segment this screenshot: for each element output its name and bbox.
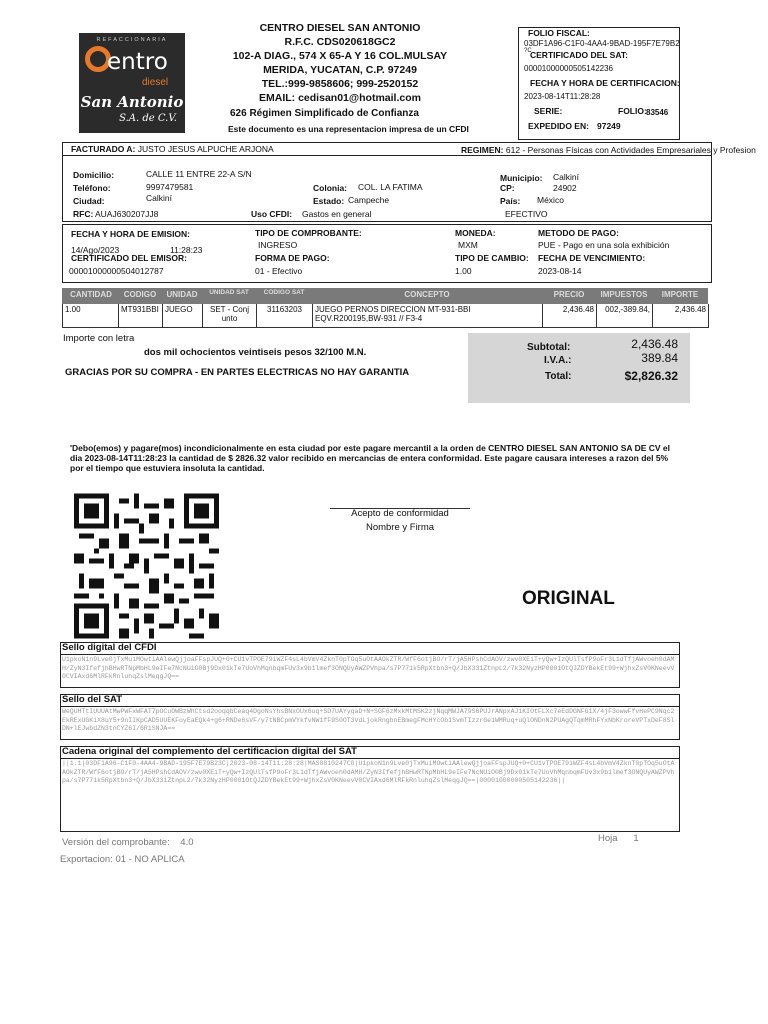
col-importe: IMPORTE — [652, 290, 708, 299]
sello-cfdi-value: U1pkoN1n9Lve0jTxMuiMOwtiAAlewQjjoaFFspJUQ+0+CU1vTPOE79iWZF4sL4bVmV4ZknT0pTOq5uOtAAOkZTR/WfF6otjBO/rT/jA5HPshCdAOV/zwv0XEiT+yQw+IzQUlTsfP9oFr3L1dTfjAWvoeh0dAMH/ZyN3IfefjhBHwRTNpMbHL9eIFe7NcNUiO0Bj9Dx01kTe7UoVhMqnbqmFUv3x9b1lmef3ONQUyAWZPVhpa/s7P771k5RpXtbn3+Q/JbX331ZtnpL2/7k32NyzHP0001OtQJZDYBekEt99+WjhxZsV0KNeevV0CVIAxd6MlRFkRnluhqZslMeqgJQ== — [62, 656, 675, 680]
col-cantidad: CANTIDAD — [64, 290, 118, 299]
issuer-regime: 626 Régimen Simplificado de Confianza — [230, 108, 419, 119]
col-unidad-sat: UNIDAD SAT — [202, 289, 256, 296]
issuer-address2: MERIDA, YUCATAN, C.P. 97249 — [263, 64, 417, 76]
fecha-emision-value: 14/Ago/2023 — [71, 245, 120, 255]
row-precio: 2,436.48 — [543, 304, 597, 328]
nombre-firma: Nombre y Firma — [365, 522, 435, 533]
sello-sat-value: WeQUHTtIUUUAtMwPWFxWFAT7pOCuOWBzWhCtsd2ooqqbCeaq4DgoNsYhsBNxOUx6uq+SD7UAYyqaD+N+SGF6zMxkMtMSK2zjNqqMWJA79S6PUJrANpxAJ1KIOtFLXc7eEdDGNFG1X/4jF3owwFfvHePC9Nqc2EkRExUGKiX8uY5+9nIIKpCAD5UUEKFoyEaEQk4+g6+RNDe6sVF/y7tNBCpmVYkfvNW1fF9S0OT3VdLjokRngbnEBmegFMcHYcOb1SvmTIzzrGe1WMRuq+uQlONDnN2PUAgQTqmMRhFYxNbKroreVPTxDeF8SlDN+lEJwbdZN3tnCYZ6I/6RiSNJA== — [62, 708, 675, 732]
cert-sat-label: CERTIFICADO DEL SAT: — [530, 50, 628, 60]
issuer-email: EMAIL: cedisan01@hotmail.com — [259, 92, 421, 104]
colonia-value: COL. LA FATIMA — [358, 182, 423, 192]
uso-cfdi-value: Gastos en general — [302, 209, 372, 219]
qr-code — [74, 493, 219, 639]
telefono-value: 9997479581 — [146, 182, 194, 192]
col-precio: PRECIO — [542, 290, 596, 299]
total-label: Total: — [545, 371, 572, 382]
regimen: REGIMEN: 612 - Personas Físicas con Actividades Empresariales y Profesion — [461, 145, 756, 155]
exportacion: Exportacion: 01 - NO APLICA — [60, 854, 185, 865]
cert-emisor-value: 00001000000504012787 — [69, 266, 164, 276]
ciudad-label: Ciudad: — [73, 196, 105, 206]
issuer-tel: TEL.:999-9858606; 999-2520152 — [261, 78, 419, 90]
issuer-block — [210, 21, 470, 105]
cert-sat-value: 00001000000505142236 — [524, 64, 613, 73]
col-impuestos: IMPUESTOS — [596, 290, 652, 299]
uso-cfdi-label: Uso CFDI: — [251, 209, 293, 219]
cfdi-note: Este documento es una representacion impresa de un CFDI — [228, 124, 469, 134]
gracias-note: GRACIAS POR SU COMPRA - EN PARTES ELECTRICAS NO HAY GARANTIA — [65, 367, 410, 378]
folio-fiscal-tail: ?C — [524, 48, 532, 54]
municipio-value: Calkiní — [553, 172, 579, 182]
col-codigo: CODIGO — [118, 290, 162, 299]
efectivo-label: EFECTIVO — [505, 209, 548, 219]
tipo-comprobante-value: INGRESO — [258, 240, 298, 250]
total-value: $2,826.32 — [624, 369, 678, 383]
rfc-label: RFC: — [73, 209, 94, 219]
domicilio-value: CALLE 11 ENTRE 22-A S/N — [146, 169, 252, 179]
cp-value: 24902 — [553, 183, 577, 193]
original-stamp: ORIGINAL — [522, 588, 615, 609]
row-cantidad: 1.00 — [63, 304, 119, 328]
rfc-value: AUAJ630207JJ8 — [95, 209, 159, 219]
items-table — [62, 288, 708, 328]
folio-label: FOLIO: — [618, 106, 647, 116]
colonia-label: Colonia: — [313, 183, 347, 193]
pais-label: País: — [500, 196, 521, 206]
row-codigo: MT931BBI — [119, 304, 163, 328]
municipio-label: Municipio: — [500, 173, 543, 183]
importe-letra-label: Importe con letra — [63, 333, 135, 344]
ciudad-value: Calkiní — [146, 193, 172, 203]
serie-label: SERIE: — [534, 106, 563, 116]
forma-pago-value: 01 - Efectivo — [255, 266, 303, 276]
row-unidad-sat: SET - Conj unto — [203, 304, 257, 328]
col-unidad: UNIDAD — [162, 290, 202, 299]
fecha-emision-label: FECHA Y HORA DE EMISION: — [71, 229, 191, 239]
subtotal-value: 2,436.48 — [631, 337, 678, 351]
row-impuestos: 002,-389.84, — [597, 304, 653, 328]
iva-label: I.V.A.: — [544, 355, 572, 366]
facturado-a: FACTURADO A: JUSTO JESUS ALPUCHE ARJONA — [71, 144, 274, 154]
tipo-cambio-value: 1.00 — [455, 266, 472, 276]
row-concepto: JUEGO PERNOS DIRECCION MT-931-BBI EQV.R200195,BW-931 // F3-4 — [313, 304, 543, 328]
company-logo: REFACCIONARIA entro diesel San Antonio S.A. de C.V. — [79, 33, 185, 133]
fecha-cert-value: 2023-08-14T11:28:28 — [524, 92, 601, 101]
tipo-comprobante-label: TIPO DE COMPROBANTE: — [255, 228, 362, 238]
estado-value: Campeche — [348, 195, 390, 205]
cp-label: CP: — [500, 183, 515, 193]
folio-fiscal-label: FOLIO FISCAL: — [528, 28, 590, 38]
divider — [60, 654, 680, 655]
iva-value: 389.84 — [641, 351, 678, 365]
metodo-pago-label: METODO DE PAGO: — [538, 228, 619, 238]
fecha-cert-label: FECHA Y HORA DE CERTIFICACION: — [530, 78, 680, 88]
row-codigo-sat: 31163203 — [257, 304, 313, 328]
sello-cfdi-label: Sello digital del CFDI — [62, 642, 157, 653]
domicilio-label: Domicilio: — [73, 170, 115, 180]
moneda-value: MXM — [458, 240, 478, 250]
col-concepto: CONCEPTO — [312, 290, 542, 299]
cadena-value: ||1.1|03DF1A96-C1F0-4AA4-9BAD-195F7E79B23C|2023-08-14T11:28:28|MAS0810247C0|U1pkoN1n9Lve0jTxMuiMOwtiAAlewQjjoaFFspJUQ+0+CU1vTPOE79iWZF4sL4bVmV4ZknT0pTOq5uOtAAOkZTR/WfF6otjBO/rT/jA5HPshCdAOV/zwv0XEiT+yQw+IzQUlTsfP9oFr3L1dTfjAWvoeh0dAMH/ZyN3IfefjhBHwRTNpMbHL9eIFe7NcNUiO0Bj9Dx01kTe7UoVhMqnbqmFUv3x9b1lmef3ONQUyAWZPVhpa/s7P771k5RpXtbn3+Q/JbX331ZtnpL2/7k32NyzHP0001OtQJZDYBekEt99+WjhxZsV0KNeevV0CVIAxd6MlRFkRnluhqZslMeqgJQ==|00001000000505142236|| — [62, 760, 675, 784]
pagare-text: 'Debo(emos) y pagare(mos) incondicionalmente en esta ciudad por este pagare mercantil a la orden de CENTRO DIESEL SAN ANTONIO SA DE CV el dia 2023-08-14T11:28:23 la cantidad de $ 2826.32 valor recibido en mercancias de entera conformidad. Este pagare causara intereses a razon del 5% por el tiempo que estuviera insoluta la cantidad. — [70, 443, 670, 473]
sello-sat-label: Sello del SAT — [62, 694, 123, 705]
issuer-rfc: R.F.C. CDS020618GC2 — [284, 36, 396, 48]
col-codigo-sat: CODIGO SAT — [256, 289, 312, 296]
row-importe: 2,436.48 — [653, 304, 709, 328]
divider — [62, 155, 712, 156]
table-row — [62, 304, 708, 328]
acepto-conformidad: Acepto de conformidad — [351, 508, 449, 519]
page-number: Hoja 1 — [598, 833, 639, 844]
subtotal-label: Subtotal: — [527, 342, 571, 353]
tipo-cambio-label: TIPO DE CAMBIO: — [455, 253, 529, 263]
cert-emisor-label: CERTIFICADO DEL EMISOR: — [71, 253, 188, 263]
cadena-label: Cadena original del complemento del certificacion digital del SAT — [62, 746, 357, 757]
forma-pago-label: FORMA DE PAGO: — [255, 253, 330, 263]
divider — [60, 706, 680, 707]
folio-value: 83546 — [646, 108, 669, 117]
expedido-value: 97249 — [597, 121, 621, 131]
metodo-pago-value: PUE - Pago en una sola exhibición — [538, 240, 670, 250]
expedido-label: EXPEDIDO EN: — [528, 121, 589, 131]
version-comprobante: Versión del comprobante: 4.0 — [62, 837, 194, 848]
folio-fiscal-value: 03DF1A96-C1F0-4AA4-9BAD-195F7E79B2 — [524, 39, 680, 48]
issuer-address1: 102-A DIAG., 574 X 65-A Y 16 COL.MULSAY — [232, 50, 448, 62]
hora-emision-value: 11:28:23 — [170, 245, 203, 255]
issuer-name: CENTRO DIESEL SAN ANTONIO — [259, 22, 421, 34]
telefono-label: Teléfono: — [73, 183, 111, 193]
fecha-vencimiento-value: 2023-08-14 — [538, 266, 582, 276]
estado-label: Estado: — [313, 196, 345, 206]
importe-letra-value: dos mil ochocientos veintiseis pesos 32/100 M.N. — [144, 347, 367, 358]
fecha-vencimiento-label: FECHA DE VENCIMIENTO: — [538, 253, 646, 263]
row-unidad: JUEGO — [163, 304, 203, 328]
pais-value: México — [537, 195, 564, 205]
moneda-label: MONEDA: — [455, 228, 496, 238]
divider — [60, 758, 680, 759]
